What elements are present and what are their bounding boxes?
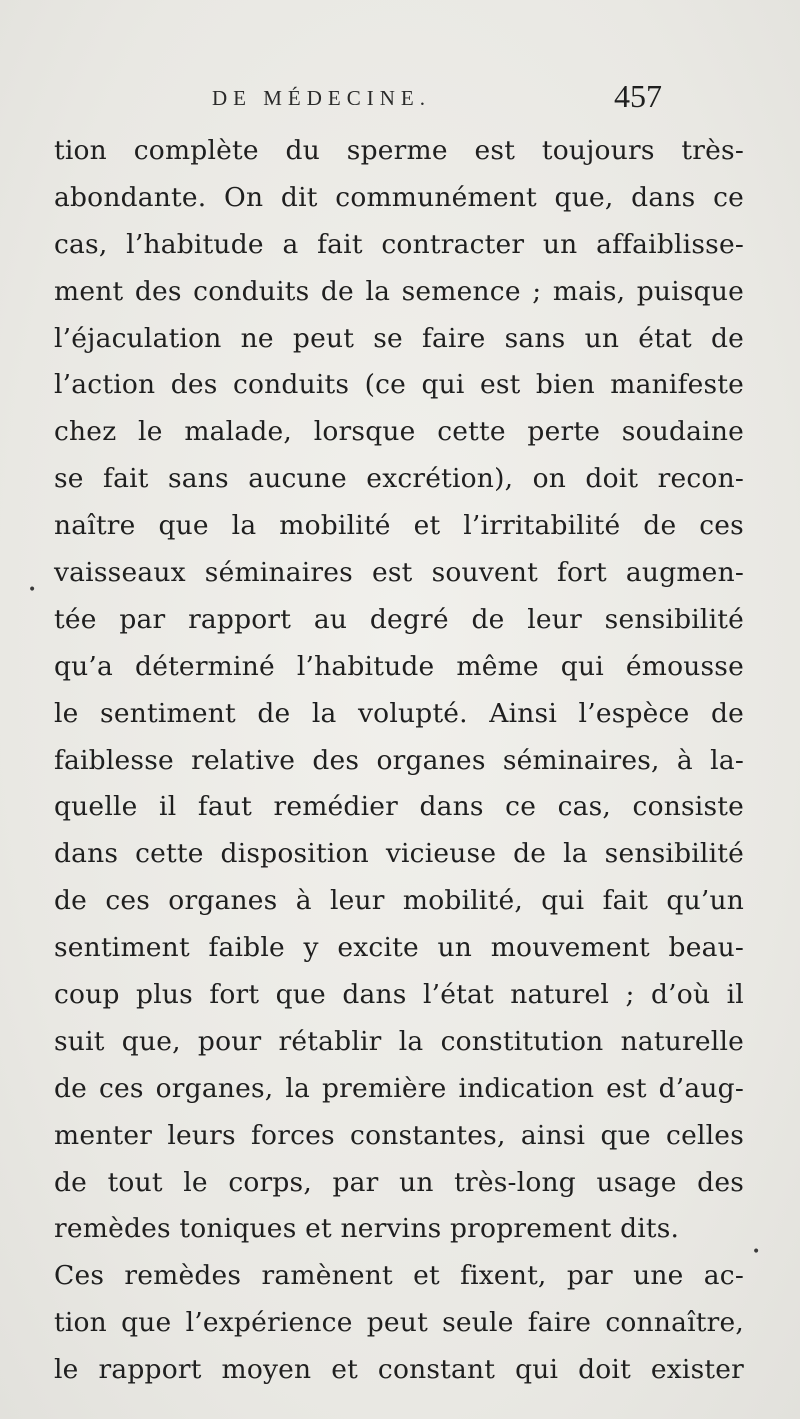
text-line: abondante. On dit communément que, dans ce [54,181,744,213]
text-line: le sentiment de la volupté. Ainsi l’espèce de [54,697,744,729]
text-line: naître que la mobilité et l’irritabilité de ces [54,510,744,542]
text-line: tée par rapport au degré de leur sensibilité [54,603,744,635]
running-title: DE MÉDECINE. [212,86,431,110]
text-line: l’éjaculation ne peut se faire sans un état de [54,322,744,354]
text-line: dans cette disposition vicieuse de la sensibilité [54,838,744,870]
text-line: tion complète du sperme est toujours très- [54,135,744,166]
text-line: Ces remèdes ramènent et fixent, par une ac- [54,1260,744,1292]
text-line: menter leurs forces constantes, ainsi que celles [54,1119,744,1151]
running-head [0,78,800,122]
text-line: coup plus fort que dans l’état naturel ; d’où il [54,979,744,1011]
speck-mark: • [752,1244,761,1260]
text-line: de ces organes à leur mobilité, qui fait qu’un [54,885,744,917]
page-number: 457 [614,78,662,114]
text-line: le rapport moyen et constant qui doit exister [54,1354,744,1386]
text-line: sentiment faible y excite un mouvement beau- [54,932,744,964]
text-line: chez le malade, lorsque cette perte soudaine [54,416,744,448]
text-line: qu’a déterminé l’habitude même qui émousse [54,650,744,682]
text-line: vaisseaux séminaires est souvent fort augmen- [54,557,744,589]
text-line: suit que, pour rétablir la constitution naturelle [54,1025,744,1057]
text-line: de tout le corps, par un très-long usage des [54,1166,744,1198]
text-line: tion que l’expérience peut seule faire connaître, [54,1307,744,1339]
text-line: quelle il faut remédier dans ce cas, consiste [54,791,744,823]
text-line: cas, l’habitude a fait contracter un affaiblisse- [54,228,744,260]
body-text [54,128,744,1394]
text-line: ment des conduits de la semence ; mais, puisque [54,275,744,307]
text-line: de ces organes, la première indication est d’aug- [54,1072,744,1104]
text-line: se fait sans aucune excrétion), on doit recon- [54,463,744,495]
text-line: remèdes toniques et nervins proprement dits. [54,1213,680,1245]
speck-mark: • [28,582,37,598]
text-line: l’action des conduits (ce qui est bien manifeste [54,369,744,401]
text-line: faiblesse relative des organes séminaires, à la- [54,744,744,776]
